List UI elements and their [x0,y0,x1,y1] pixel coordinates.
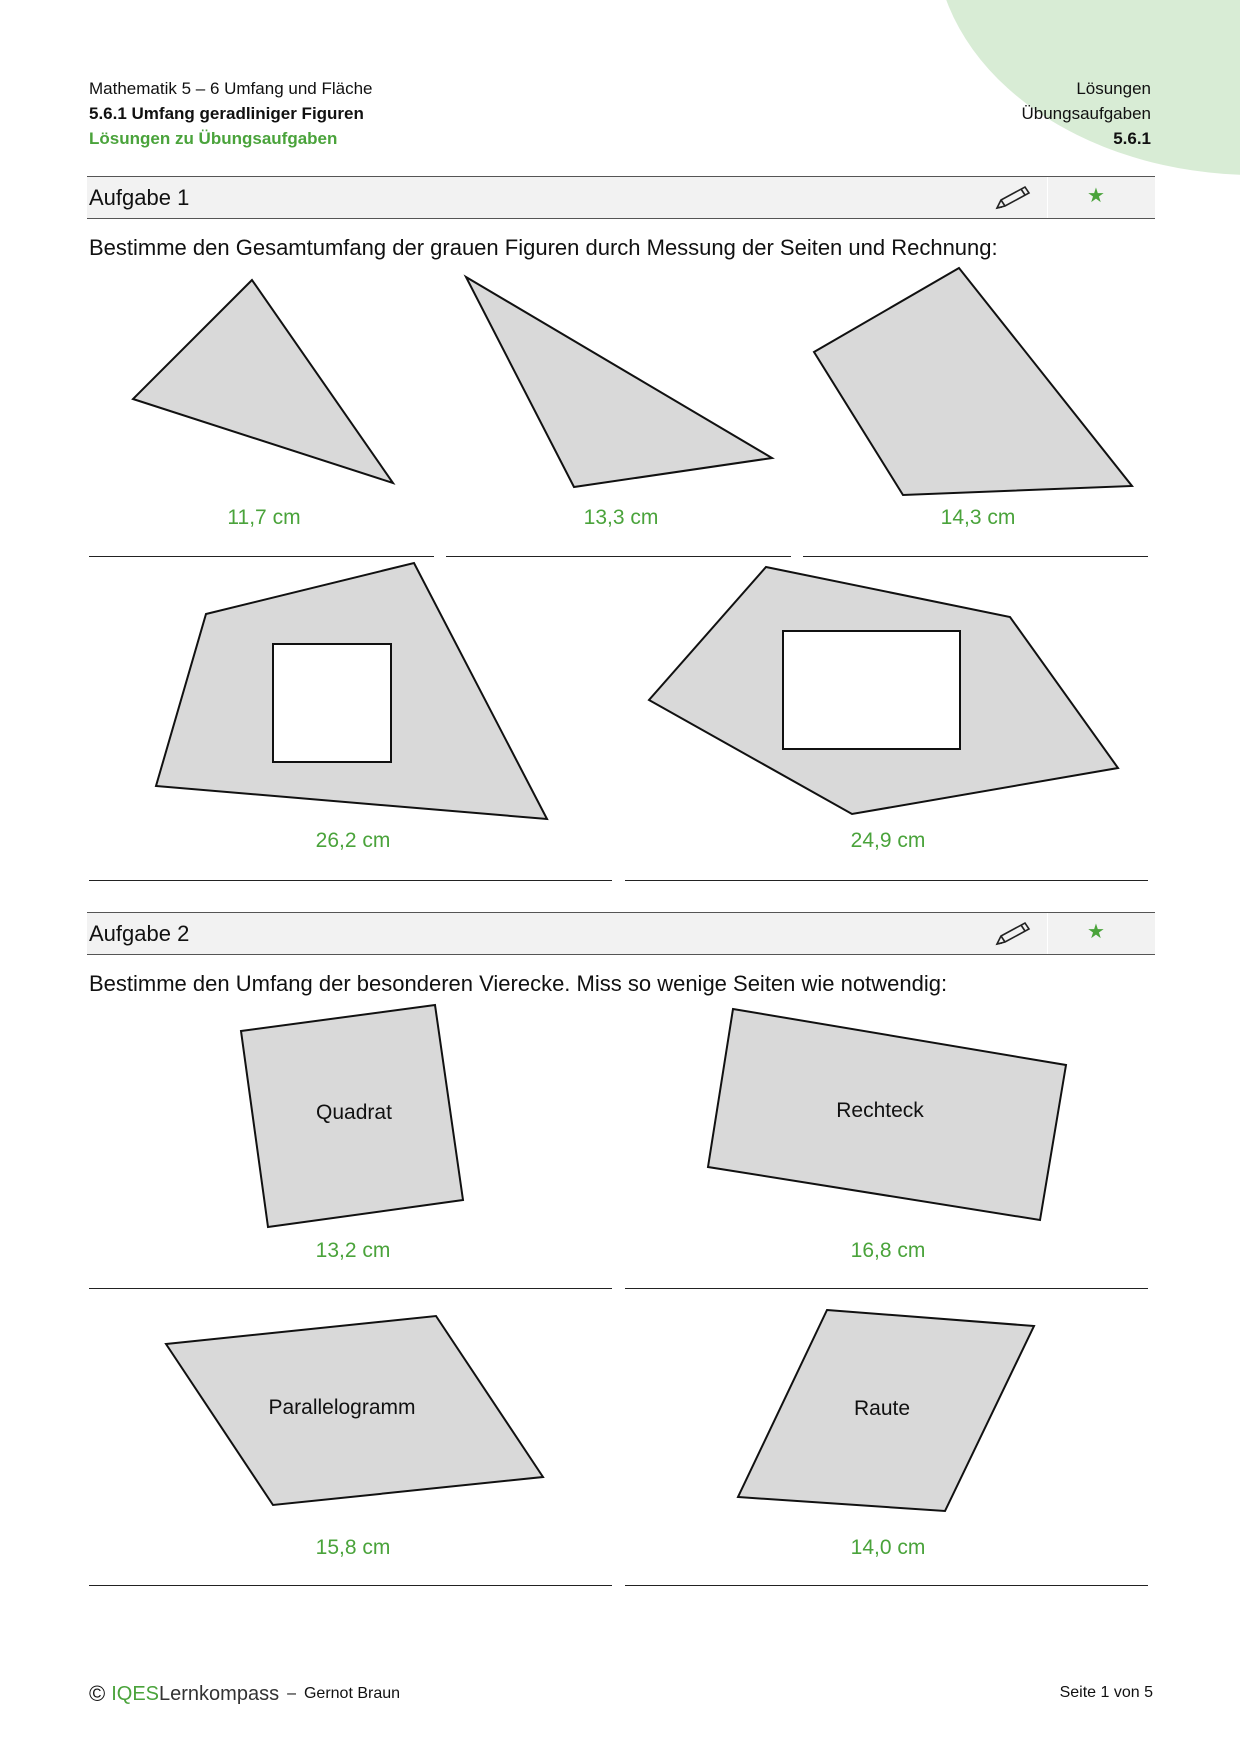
answer-line [89,1585,612,1586]
quadrilateral-figure-3 [814,268,1132,495]
brand-lernkompass: Lernkompass [159,1682,280,1705]
task2-title: Aufgabe 2 [89,921,190,946]
square-label: Quadrat [316,1101,392,1124]
answer-rectangle: 16,8 cm [850,1239,926,1262]
hole-rectangle [783,631,960,749]
task2-instruction: Bestimme den Umfang der besonderen Vierecke. Miss so wenige Seiten wie notwendig: [89,971,948,996]
header-type: Lösungen [1076,79,1151,98]
answer-square: 13,2 cm [315,1239,391,1262]
header-kind: Übungsaufgaben [1021,104,1151,123]
answer-line [446,556,791,557]
footer-dash: – [287,1685,296,1702]
rectangle-label: Rechteck [836,1099,924,1122]
footer-author: Gernot Braun [303,1685,401,1702]
star-icon: ★ [1087,921,1105,943]
triangle-figure-2 [466,277,772,487]
header-number: 5.6.1 [1113,129,1151,148]
answer-line [625,880,1148,881]
answer-line [625,1288,1148,1289]
answer-line [89,1288,612,1289]
triangle-figure-1 [133,280,393,483]
answer-line [89,556,434,557]
answer-figure-2: 13,3 cm [583,506,659,529]
header-subject: Mathematik 5 – 6 Umfang und Fläche [89,79,373,98]
answer-parallelogram: 15,8 cm [315,1536,391,1559]
parallelogram-label: Parallelogramm [268,1396,416,1419]
copyright-icon: © [89,1681,106,1706]
hole-square [273,644,391,762]
task1-title: Aufgabe 1 [89,185,190,210]
star-icon: ★ [1087,185,1105,207]
page-number: Seite 1 von 5 [1059,1684,1153,1701]
answer-figure-4: 26,2 cm [315,829,391,852]
header-topic: 5.6.1 Umfang geradliniger Figuren [89,104,364,123]
header-subtitle: Lösungen zu Übungsaufgaben [89,129,338,148]
answer-figure-1: 11,7 cm [227,506,301,529]
answer-rhombus: 14,0 cm [850,1536,926,1559]
answer-line [625,1585,1148,1586]
rhombus-label: Raute [853,1397,911,1420]
answer-line [803,556,1148,557]
footer-credit [89,1681,400,1707]
answer-figure-5: 24,9 cm [850,829,926,852]
answer-line [89,880,612,881]
answer-figure-3: 14,3 cm [940,506,1016,529]
brand-iqes: IQES [111,1682,160,1705]
task1-instruction: Bestimme den Gesamtumfang der grauen Figuren durch Messung der Seiten und Rechnung: [89,235,998,260]
